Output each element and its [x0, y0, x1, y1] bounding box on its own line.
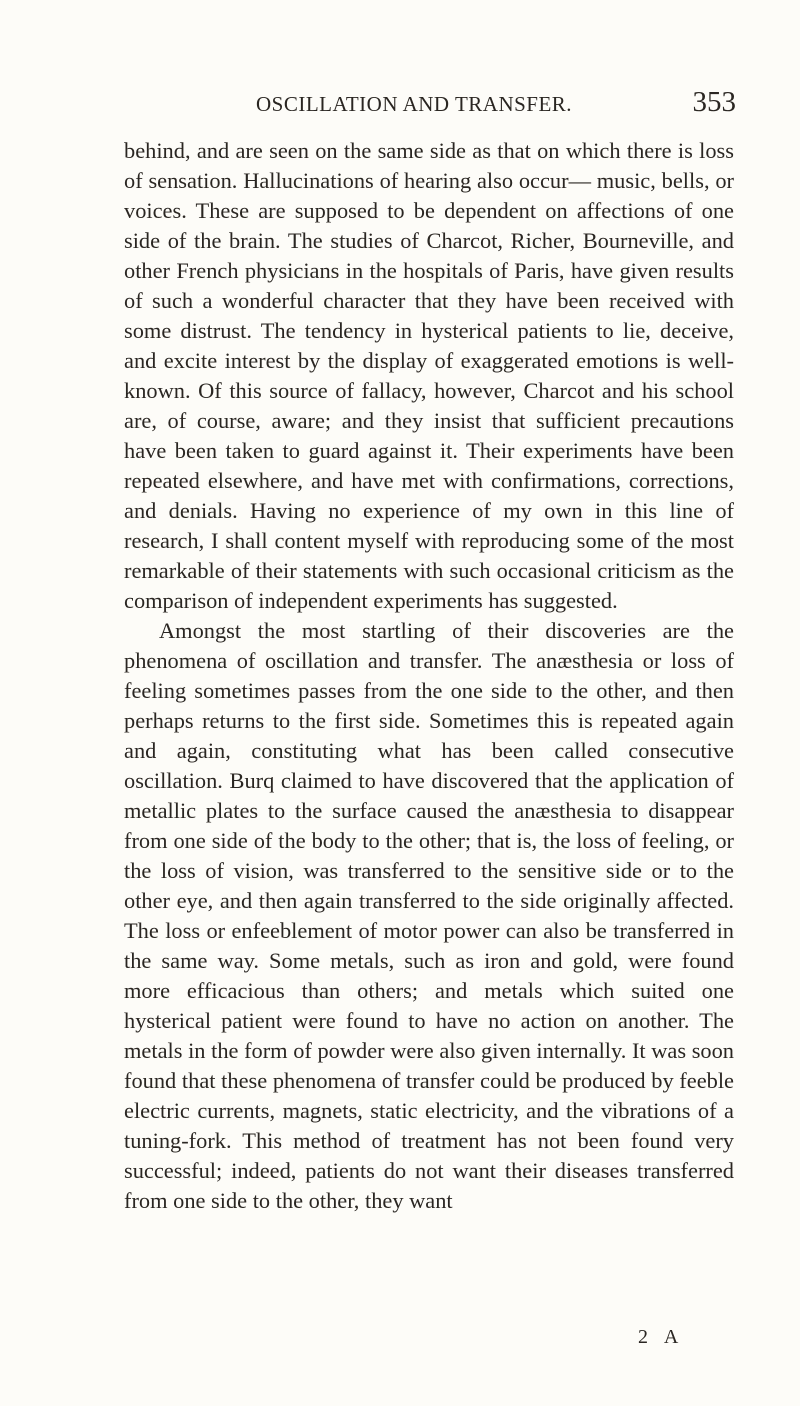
signature-mark: 2 A: [638, 1326, 685, 1348]
running-header: [132, 86, 772, 122]
body-text: [124, 136, 734, 1216]
paragraph: Amongst the most startling of their discoveries are the phenomena of oscillation and transfer. The anæsthesia or loss of feeling sometimes passes from the one side to the other, and then perhaps returns to the first side. Sometimes this is repeated again and again, constituting what has been called consecutive oscillation. Burq claimed to have discovered that the application of metallic plates to the surface caused the anæsthesia to disappear from one side of the body to the other; that is, the loss of feeling, or the loss of vision, was transferred to the sensitive side or to the other eye, and then again transferred to the side originally affected. The loss or enfeeblement of motor power can also be transferred in the same way. Some metals, such as iron and gold, were found more efficacious than others; and metals which suited one hysterical patient were found to have no action on another. The metals in the form of powder were also given internally. It was soon found that these phenomena of transfer could be produced by feeble electric currents, magnets, static electricity, and the vibrations of a tuning-fork. This method of treatment has not been found very successful; indeed, patients do not want their diseases transferred from one side to the other, they want: [124, 618, 734, 1213]
paragraph-continued: behind, and are seen on the same side as that on which there is loss of sensation. Hallucinations of hearing also occur— music, bells, or voices. These are supposed to be dependent on affections of one side of the brain. The studies of Charcot, Richer, Bourneville, and other French physicians in the hospitals of Paris, have given results of such a wonderful character that they have been received with some distrust. The tendency in hysterical patients to lie, deceive, and excite interest by the display of exaggerated emotions is well-known. Of this source of fallacy, however, Charcot and his school are, of course, aware; and they insist that sufficient precautions have been taken to guard against it. Their experiments have been repeated elsewhere, and have met with confirmations, corrections, and denials. Having no experience of my own in this line of research, I shall content myself with reproducing some of the most remarkable of their statements with such occasional criticism as the comparison of independent experiments has suggested.: [124, 138, 734, 613]
page-number: 353: [692, 86, 736, 118]
running-title: OSCILLATION AND TRANSFER.: [256, 92, 573, 116]
